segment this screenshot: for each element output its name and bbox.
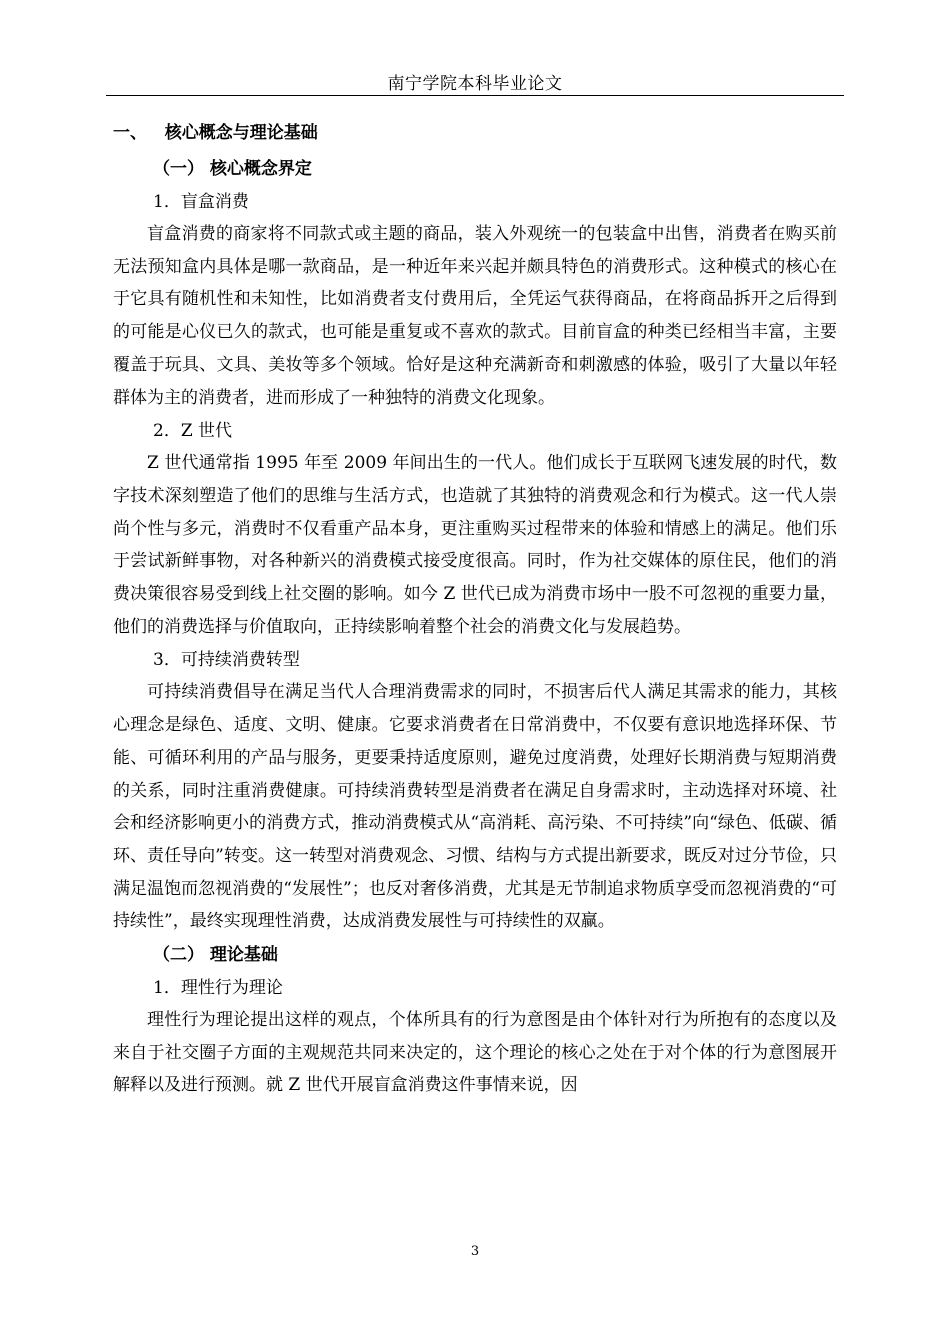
paragraph: 盲盒消费的商家将不同款式或主题的商品，装入外观统一的包装盒中出售，消费者在购买前无法预知盒内具体是哪一款商品，是一种近年来兴起并颇具特色的消费形式。这种模式的核心在于它具有随机性和未知性，比如消费者支付费用后，全凭运气获得商品，在将商品拆开之后得到的可能是心仪已久的款式，也可能是重复或不喜欢的款式。目前盲盒的种类已经相当丰富，主要覆盖于玩具、文具、美妆等多个领域。恰好是这种充满新奇和刺激感的体验，吸引了大量以年轻群体为主的消费者，进而形成了一种独特的消费文化现象。: [113, 224, 837, 408]
page-number: 3: [470, 1244, 480, 1259]
item-title: 1．理性行为理论: [153, 978, 283, 999]
item-title: 2．Z 世代: [153, 421, 233, 442]
paragraph: Z 世代通常指 1995 年至 2009 年间出生的一代人。他们成长于互联网飞速发展的时代，数字技术深刻塑造了他们的思维与生活方式，也造就了其独特的消费观念和行为模式。这一代人崇尚个性与多元，消费时不仅看重产品本身，更注重购买过程带来的体验和情感上的满足。他们乐于尝试新鲜事物，对各种新兴的消费模式接受度很高。同时，作为社交媒体的原住民，他们的消费决策很容易受到线上社交圈的影响。如今 Z 世代已成为消费市场中一股不可忽视的重要力量，他们的消费选择与价值取向，正持续影响着整个社会的消费文化与发展趋势。: [113, 453, 837, 637]
subsection-heading: （一） 核心概念界定: [153, 159, 312, 179]
item-title: 1．盲盒消费: [153, 192, 249, 212]
subsection-heading: （二） 理论基础: [153, 945, 278, 966]
paragraph: 理性行为理论提出这样的观点，个体所具有的行为意图是由个体针对行为所抱有的态度以及来自于社交圈子方面的主观规范共同来决定的，这个理论的核心之处在于对个体的行为意图展开解释以及进行预测。就 Z 世代开展盲盒消费这件事情来说，因: [113, 1010, 837, 1096]
section-heading: 一、 核心概念与理论基础: [113, 123, 318, 143]
body-content: [113, 116, 837, 1102]
header-rule: [106, 95, 844, 96]
running-header: 南宁学院本科毕业论文: [387, 74, 563, 94]
paragraph: 可持续消费倡导在满足当代人合理消费需求的同时，不损害后代人满足其需求的能力，其核心理念是绿色、适度、文明、健康。它要求消费者在日常消费中，不仅要有意识地选择环保、节能、可循环利用的产品与服务，更要秉持适度原则，避免过度消费，处理好长期消费与短期消费的关系，同时注重消费健康。可持续消费转型是消费者在满足自身需求时，主动选择对环境、社会和经济影响更小的消费方式，推动消费模式从“高消耗、高污染、不可持续”向“绿色、低碳、循环、责任导向”转变。这一转型对消费观念、习惯、结构与方式提出新要求，既反对过分节俭，只满足温饱而忽视消费的“发展性”；也反对奢侈消费，尤其是无节制追求物质享受而忽视消费的“可持续性”，最终实现理性消费，达成消费发展性与可持续性的双赢。: [113, 682, 837, 932]
item-title: 3．可持续消费转型: [153, 650, 300, 671]
